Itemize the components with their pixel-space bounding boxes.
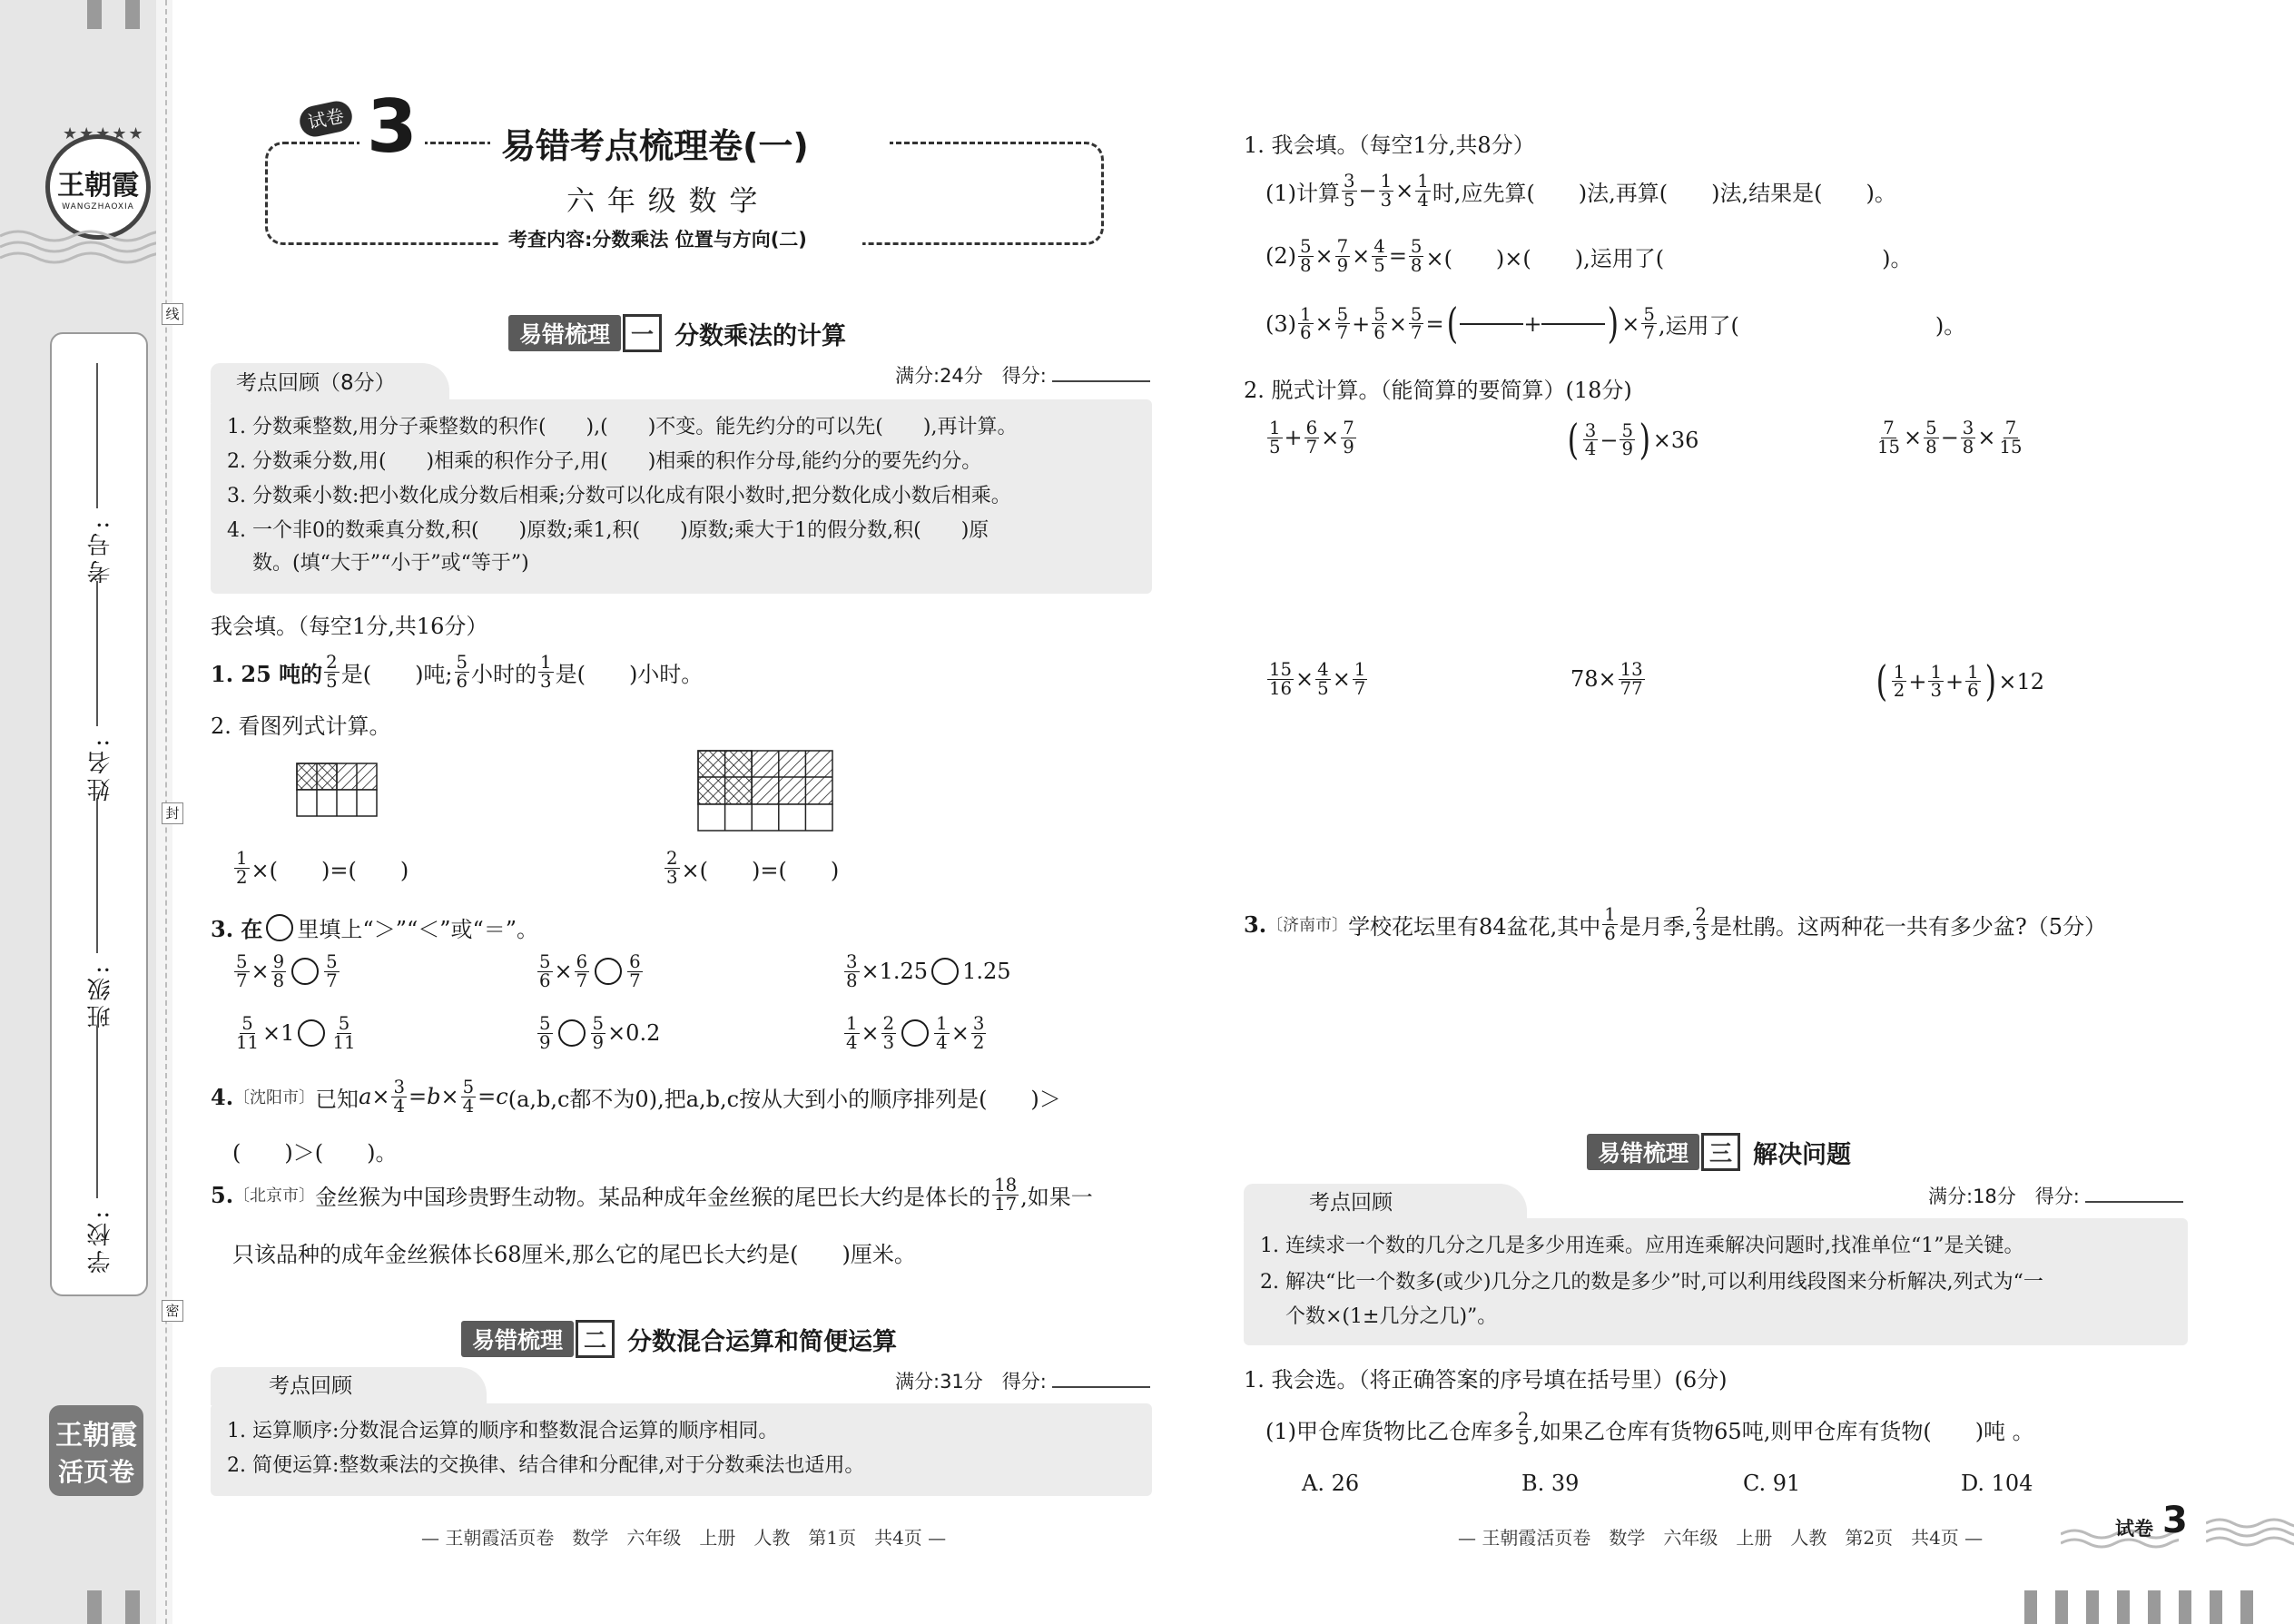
tick-mark <box>87 0 102 29</box>
score-label: 得分: <box>1001 365 1047 387</box>
fraction: $\frac{2}{5}$ <box>326 652 338 692</box>
student-info-box <box>50 332 148 1296</box>
q1-text: 是( )小时。 <box>555 661 704 687</box>
q4-text: ( )＞( )。 <box>232 1140 398 1166</box>
right-question-2: 2. 脱式计算。（能简算的要简算）(18分) <box>1244 378 1632 403</box>
question-3 <box>211 911 538 943</box>
review-item: 2. 简便运算:整数乘法的交换律、结合律和分配律,对于分数乘法也适用。 <box>227 1454 865 1477</box>
right-q1-3: (3) $\frac{1}{6}$ × $\frac{5}{7}$ + $\frac{5}{6}$ × $\frac{5}{7}$ = ( + ) × $\frac{5}{7}$ ,运用了( )。 <box>1265 300 1966 348</box>
page-footer: — 王朝霞活页卷 数学 六年级 上册 人教 第1页 共4页 — <box>421 1527 947 1549</box>
option-a[interactable]: A. 26 <box>1302 1471 1360 1496</box>
name-field[interactable] <box>96 581 98 726</box>
calc-item: $\frac{15}{16}$ × $\frac{4}{5}$ × $\frac{1}{7}$ <box>1269 659 1366 699</box>
footer-number: 3 <box>2162 1500 2188 1541</box>
right-question-3: 3. 〔济南市〕 学校花坛里有84盆花,其中 $\frac{1}{6}$ 是月季, $\frac{2}{3}$ 是杜鹃。这两种花一共有多少盆?（5分） <box>1244 904 2107 944</box>
review-tab: 考点回顾 <box>1244 1184 1527 1222</box>
section-tag: 易错梳理 <box>461 1321 574 1357</box>
section-3-header <box>1587 1133 1851 1171</box>
review-item: 个数×(1±几分之几)”。 <box>1285 1305 1498 1328</box>
wave-decoration <box>2206 1516 2294 1549</box>
q-text: (1)计算 <box>1265 180 1340 206</box>
right-q1-1: (1)计算 $\frac{3}{5}$ − $\frac{1}{3}$ × $\frac{1}{4}$ 时,应先算( )法,再算( )法,结果是( )。 <box>1265 171 1896 211</box>
section3-q1-1: (1)甲仓库货物比乙仓库多 $\frac{2}{5}$ ,如果乙仓库有货物65吨,则甲仓库有货物( )吨 。 <box>1265 1409 2034 1449</box>
review-item: 1. 运算顺序:分数混合运算的顺序和整数混合运算的顺序相同。 <box>227 1420 779 1442</box>
calc-item: ( $\frac{3}{4}$ − $\frac{5}{9}$ ) ×36 <box>1567 416 1699 464</box>
fraction: $\frac{5}{6}$ <box>456 652 468 692</box>
compare-item: $\frac{3}{8}$ ×1.25 1.25 <box>846 951 1011 991</box>
tick-mark <box>2055 1590 2068 1624</box>
q5-text: 只该品种的成年金丝猴体长68厘米,那么它的尾巴长大约是( )厘米。 <box>232 1242 916 1267</box>
q4-text: 已知 <box>315 1086 359 1112</box>
brand-seal-logo <box>45 124 151 240</box>
review-tab: 考点回顾（8分） <box>211 363 449 403</box>
tick-mark <box>2240 1590 2253 1624</box>
compare-item: $\frac{1}{4}$ × $\frac{2}{3}$ $\frac{1}{4}$ × $\frac{3}{2}$ <box>846 1013 985 1053</box>
q2-equation: ×( )=( ) <box>681 857 840 883</box>
tick-mark <box>2210 1590 2222 1624</box>
review-box <box>211 399 1152 594</box>
section-title: 分数混合运算和简便运算 <box>627 1327 898 1356</box>
section-number: 三 <box>1701 1133 1740 1171</box>
option-d[interactable]: D. 104 <box>1961 1471 2033 1496</box>
score-line <box>895 361 1150 389</box>
compare-circle[interactable] <box>558 1019 586 1047</box>
review-item: 数。(填“大于”“小于”或“等于”) <box>252 552 529 575</box>
calc-item: ( $\frac{1}{2}$ + $\frac{1}{3}$ + $\frac{1}{6}$ ) ×12 <box>1876 657 2045 705</box>
review-box <box>211 1403 1152 1496</box>
score-label: 得分: <box>1001 1371 1047 1393</box>
section-tag: 易错梳理 <box>508 315 621 351</box>
star-row-icon: ★★★★★ <box>63 124 145 143</box>
compare-circle <box>266 914 293 941</box>
score-label: 得分: <box>2034 1186 2080 1207</box>
bottom-logo-text: 王朝霞 <box>55 1420 137 1452</box>
calc-item: $\frac{7}{15}$ × $\frac{5}{8}$ − $\frac{3}{8}$ × $\frac{7}{15}$ <box>1877 418 2023 458</box>
page-title: 易错考点梳理卷(一) <box>501 126 809 166</box>
full-score: 满分:18分 <box>1928 1186 2016 1207</box>
full-score: 满分:24分 <box>895 365 983 387</box>
q-text: 是月季, <box>1619 913 1692 940</box>
review-item: 2. 解决“比一个数多(或少)几分之几的数是多少”时,可以利用线段图来分析解决,列式为“一 <box>1260 1271 2043 1294</box>
compare-item: $\frac{5}{6}$ × $\frac{6}{7}$ $\frac{6}{7}$ <box>539 951 641 991</box>
q-text: (2) <box>1265 243 1296 270</box>
tick-mark <box>2024 1590 2037 1624</box>
tick-mark <box>2179 1590 2191 1624</box>
compare-item: $\frac{5}{7}$ × $\frac{9}{8}$ $\frac{5}{7}$ <box>236 951 338 991</box>
question-1 <box>211 654 703 690</box>
compare-item: $\frac{5}{11}$ ×1 $\frac{5}{11}$ <box>236 1013 356 1053</box>
exam-scope: 考查内容:分数乘法 位置与方向(二) <box>508 229 807 251</box>
question-4: 4. 〔沈阳市〕 已知 a × $\frac{3}{4}$ = b × $\frac{5}{4}$ = c (a,b,c都不为0),把a,b,c按从大到小的顺序排列是( )＞ <box>211 1077 1061 1117</box>
bottom-logo-subtext: 活页卷 <box>57 1457 134 1487</box>
bind-mark-seal: 封 <box>162 802 183 824</box>
region-tag: 〔沈阳市〕 <box>233 1088 316 1108</box>
q-text: ,如果乙仓库有货物65吨,则甲仓库有货物( )吨 。 <box>1532 1418 2034 1444</box>
q-text: (1)甲仓库货物比乙仓库多 <box>1265 1418 1514 1444</box>
fraction-grid-diagram <box>697 750 833 832</box>
calc-item: 78× $\frac{13}{77}$ <box>1570 659 1643 699</box>
wave-decoration <box>0 225 156 271</box>
region-tag: 〔北京市〕 <box>233 1186 316 1206</box>
q4-text: (a,b,c都不为0),把a,b,c按从大到小的顺序排列是( )＞ <box>507 1086 1061 1112</box>
class-field[interactable] <box>96 799 98 953</box>
right-question-1: 1. 我会填。（每空1分,共8分） <box>1244 133 1535 158</box>
page-footer: — 王朝霞活页卷 数学 六年级 上册 人教 第2页 共4页 — <box>1458 1527 1984 1549</box>
q1-text: 小时的 <box>471 661 537 687</box>
section-number: 一 <box>623 314 662 352</box>
question-2: 2. 看图列式计算。 <box>211 714 391 739</box>
exam-badge: 试卷 <box>297 98 355 139</box>
score-field[interactable] <box>1052 364 1150 382</box>
section3-question-1: 1. 我会选。（将正确答案的序号填在括号里）(6分) <box>1244 1367 1728 1393</box>
score-field[interactable] <box>2085 1185 2183 1203</box>
q-text: ,运用了( )。 <box>1658 313 1966 340</box>
q2-answer-a: $\frac{1}{2}$ ×( )=( ) <box>236 848 409 888</box>
bind-mark-secret: 密 <box>162 1300 183 1322</box>
score-line <box>1928 1182 2183 1209</box>
tick-mark <box>125 1590 140 1624</box>
tick-mark <box>125 0 140 29</box>
q3-text: 里填上“＞”“＜”或“＝”。 <box>297 917 539 942</box>
q1-text: 是( )吨; <box>340 661 453 687</box>
fraction-grid-diagram <box>296 763 378 817</box>
q1-text: 1. 25 吨的 <box>211 660 323 687</box>
section-tag: 易错梳理 <box>1587 1134 1699 1170</box>
q-text: 时,应先算( )法,再算( )法,结果是( )。 <box>1432 180 1896 206</box>
review-box <box>1244 1218 2188 1345</box>
exam-number: 3 <box>359 91 425 163</box>
class-label: 班级: <box>87 962 114 1029</box>
compare-circle[interactable] <box>931 958 959 985</box>
q-text: 学校花坛里有84盆花,其中 <box>1348 913 1601 940</box>
name-label: 姓名: <box>87 735 114 802</box>
calc-item: $\frac{1}{5}$ + $\frac{6}{7}$ × $\frac{7}{9}$ <box>1269 418 1354 458</box>
review-tab: 考点回顾 <box>211 1367 487 1405</box>
score-field[interactable] <box>1052 1370 1150 1388</box>
q2-answer-b: $\frac{2}{3}$ ×( )=( ) <box>666 848 840 888</box>
review-item: 1. 分数乘整数,用分子乘整数的积作( ),( )不变。能先约分的可以先( ),再计算。 <box>227 416 1018 438</box>
region-tag: 〔济南市〕 <box>1266 916 1349 936</box>
q-text: (3) <box>1265 310 1296 337</box>
full-score: 满分:31分 <box>895 1371 983 1393</box>
compare-circle[interactable] <box>901 1019 929 1047</box>
q-text: 是杜鹃。这两种花一共有多少盆?（5分） <box>1709 913 2107 940</box>
q3-text: 3. 在 <box>211 916 263 942</box>
question-5: 5. 〔北京市〕 金丝猴为中国珍贵野生动物。某品种成年金丝猴的尾巴长大约是体长的 $\frac{18}{17}$ ,如果一 <box>211 1175 1093 1215</box>
bind-mark-line: 线 <box>162 303 183 325</box>
compare-circle[interactable] <box>298 1019 325 1047</box>
compare-item: $\frac{5}{9}$ $\frac{5}{9}$ ×0.2 <box>539 1013 661 1053</box>
review-item: 4. 一个非0的数乘真分数,积( )原数;乘1,积( )原数;乘大于1的假分数,积( )原 <box>227 519 989 542</box>
school-label: 学校: <box>87 1207 114 1274</box>
fill-intro: 我会填。（每空1分,共16分） <box>211 614 488 639</box>
q2-equation: ×( )=( ) <box>251 857 409 883</box>
tick-mark <box>2086 1590 2099 1624</box>
score-line <box>895 1367 1150 1394</box>
q5-text: ,如果一 <box>1020 1184 1093 1210</box>
review-item: 2. 分数乘分数,用( )相乘的积作分子,用( )相乘的积作分母,能约分的要先约分。 <box>227 450 982 473</box>
fraction: $\frac{1}{3}$ <box>540 652 552 692</box>
section-title: 解决问题 <box>1753 1140 1852 1169</box>
review-item: 1. 连续求一个数的几分之几是多少用连乘。应用连乘解决问题时,找准单位“1”是关键。 <box>1260 1235 2024 1257</box>
tick-mark <box>2117 1590 2130 1624</box>
exam-number-field[interactable] <box>96 363 98 508</box>
option-b[interactable]: B. 39 <box>1521 1471 1580 1496</box>
footer-badge: 试卷 <box>2115 1518 2153 1540</box>
exam-number-label: 考号: <box>87 517 114 584</box>
section-2-header <box>461 1320 897 1358</box>
logo-text: 王朝霞 <box>57 170 139 202</box>
section-1-header <box>508 314 846 352</box>
school-field[interactable] <box>96 1026 98 1198</box>
logo-subtext: WANGZHAOXIA <box>62 202 134 212</box>
option-c[interactable]: C. 91 <box>1743 1471 1801 1496</box>
q5-text: 金丝猴为中国珍贵野生动物。某品种成年金丝猴的尾巴长大约是体长的 <box>315 1184 991 1210</box>
compare-circle[interactable] <box>595 958 622 985</box>
section-number: 二 <box>576 1320 615 1358</box>
review-item: 3. 分数乘小数:把小数化成分数后相乘;分数可以化成有限小数时,把分数化成小数后相乘。 <box>227 485 1011 507</box>
tick-mark <box>87 1590 102 1624</box>
section-title: 分数乘法的计算 <box>674 321 847 350</box>
page-subtitle: 六 年 级 数 学 <box>566 185 760 218</box>
compare-circle[interactable] <box>291 958 319 985</box>
right-q1-2: (2) $\frac{5}{8}$ × $\frac{7}{9}$ × $\frac{4}{5}$ = $\frac{5}{8}$ ×( )×( ),运用了( )。 <box>1265 236 1913 276</box>
brand-bottom-logo <box>49 1405 143 1496</box>
q-text: ×( )×( ),运用了( )。 <box>1425 245 1913 271</box>
tick-mark <box>2148 1590 2161 1624</box>
